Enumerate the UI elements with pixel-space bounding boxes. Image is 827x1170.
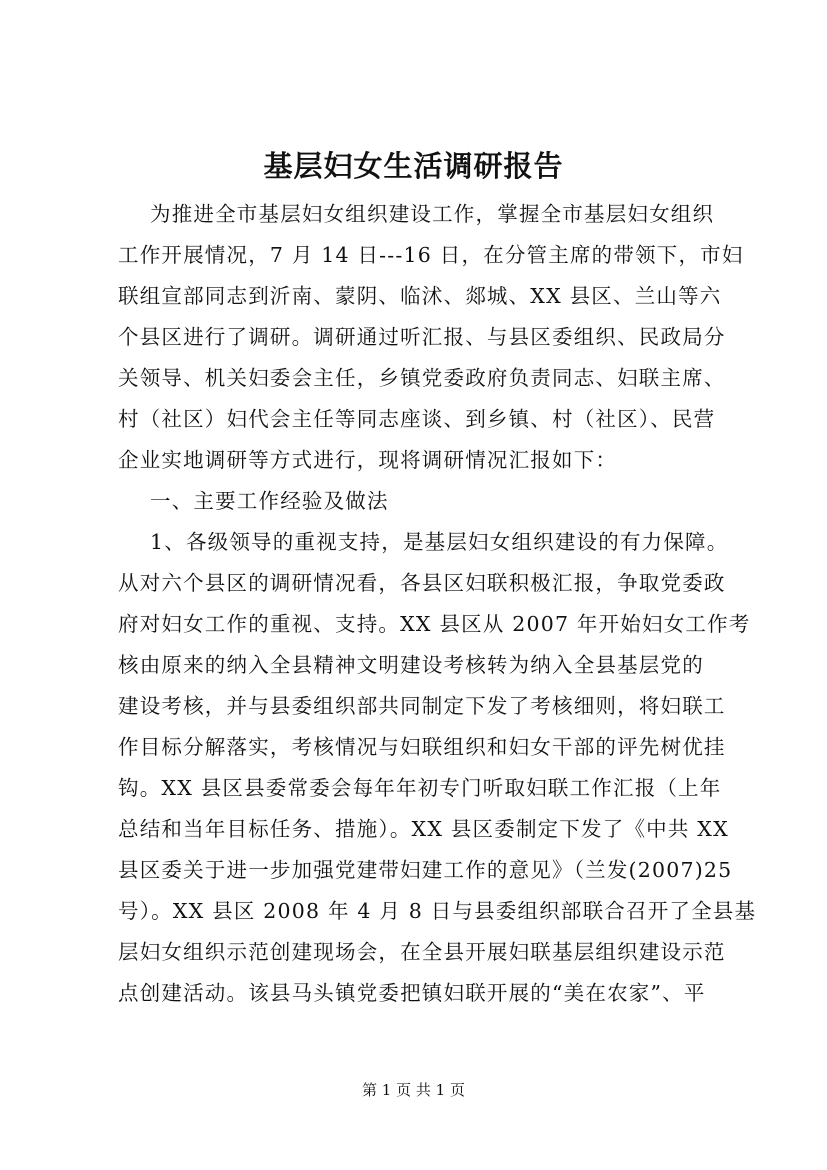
body-line: 村（社区）妇代会主任等同志座谈、到乡镇、村（社区）、民营	[118, 407, 716, 431]
body-line: 层妇女组织示范创建现场会，在全县开展妇联基层组织建设示范	[118, 940, 726, 964]
body-line: 建设考核，并与县委组织部共同制定下发了考核细则，将妇联工	[118, 694, 726, 718]
body-line: 府对妇女工作的重视、支持。XX 县区从 2007 年开始妇女工作考	[118, 612, 751, 636]
body-line: 钩。XX 县区县委常委会每年年初专门听取妇联工作汇报（上年	[118, 776, 722, 800]
body-line: 总结和当年目标任务、措施）。XX 县区委制定下发了《中共 XX	[118, 817, 729, 841]
body-line: 为推进全市基层妇女组织建设工作，掌握全市基层妇女组织	[150, 202, 715, 226]
body-line: 企业实地调研等方式进行，现将调研情况汇报如下：	[118, 448, 618, 472]
body-line: 个县区进行了调研。调研通过听汇报、与县区委组织、民政局分	[118, 325, 726, 349]
body-line: 工作开展情况，7 月 14 日---16 日，在分管主席的带领下，市妇	[118, 243, 744, 267]
body-line: 联组宣部同志到沂南、蒙阴、临沭、郯城、XX 县区、兰山等六	[118, 284, 722, 308]
body-line: 关领导、机关妇委会主任，乡镇党委政府负责同志、妇联主席、	[118, 366, 726, 390]
body-line: 从对六个县区的调研情况看，各县区妇联积极汇报，争取党委政	[118, 571, 726, 595]
document-title: 基层妇女生活调研报告	[263, 149, 564, 183]
page-number-footer: 第 1 页 共 1 页	[362, 1081, 465, 1099]
body-line: 作目标分解落实，考核情况与妇联组织和妇女干部的评先树优挂	[118, 735, 726, 759]
body-line: 1、各级领导的重视支持，是基层妇女组织建设的有力保障。	[150, 530, 729, 554]
section-heading: 一、主要工作经验及做法	[150, 489, 389, 513]
body-line: 核由原来的纳入全县精神文明建设考核转为纳入全县基层党的	[118, 653, 704, 677]
body-line: 号）。XX 县区 2008 年 4 月 8 日与县委组织部联合召开了全县基	[118, 899, 757, 923]
body-line: 点创建活动。该县马头镇党委把镇妇联开展的“美在农家”、平	[118, 981, 706, 1005]
body-line: 县区委关于进一步加强党建带妇建工作的意见》（兰发(2007)25	[118, 858, 733, 882]
